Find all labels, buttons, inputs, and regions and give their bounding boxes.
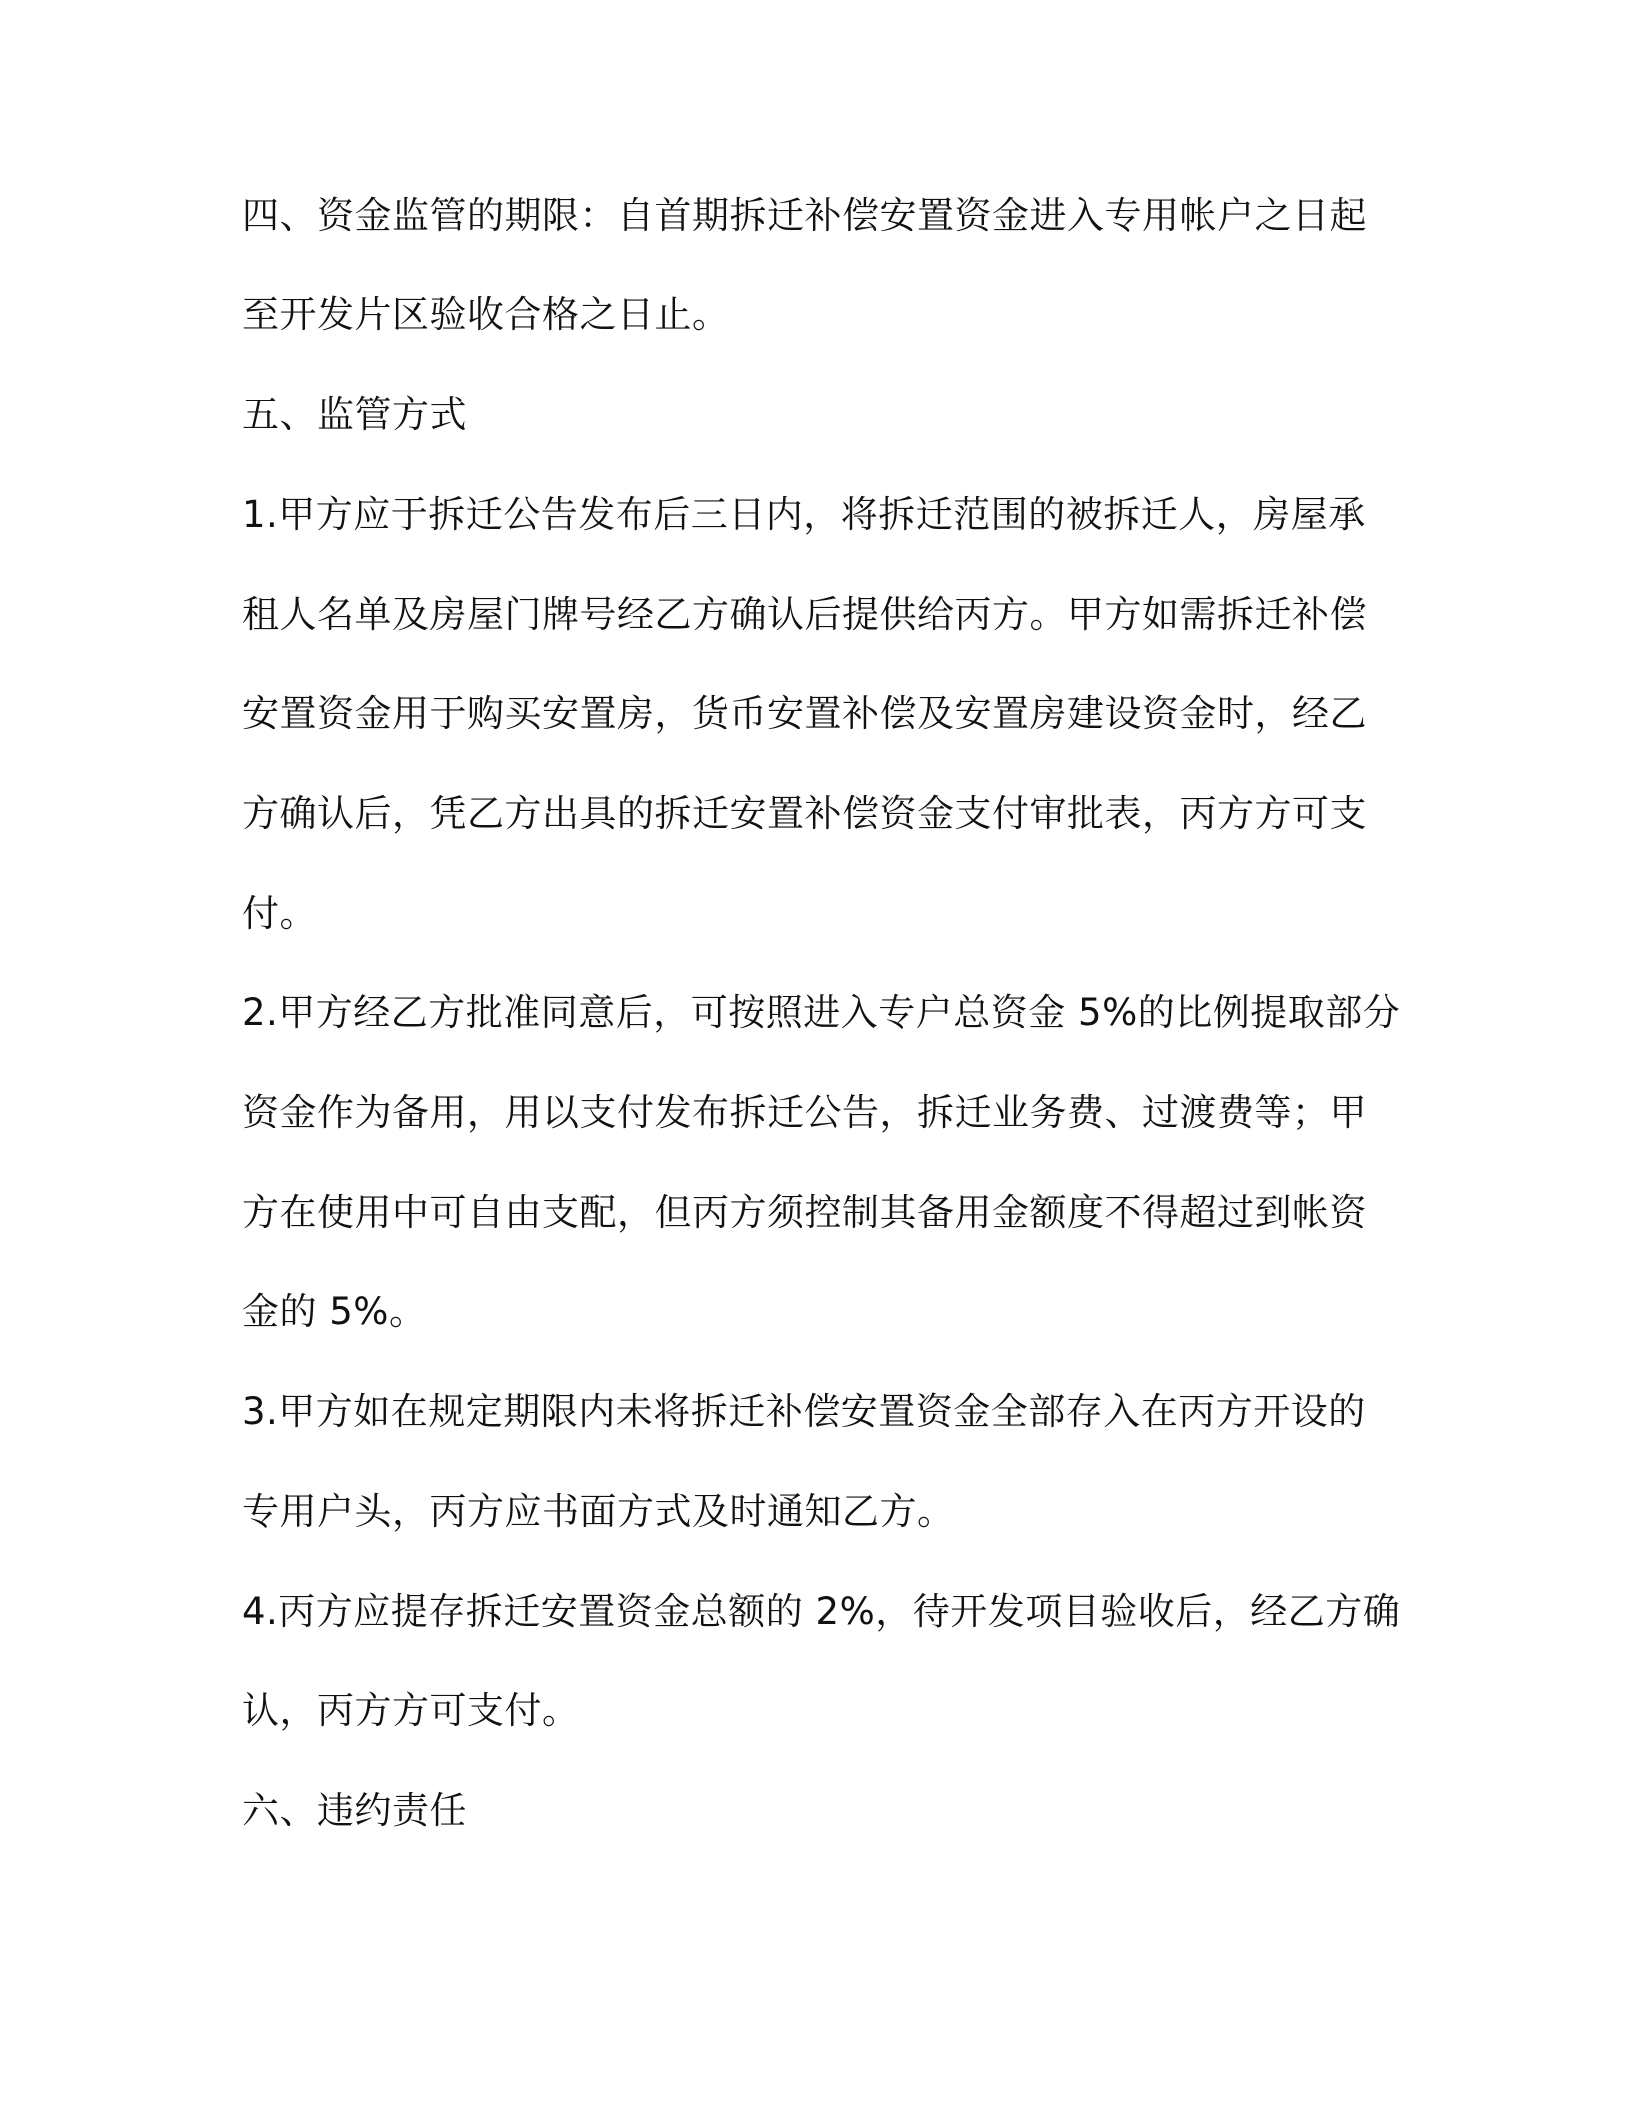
clause-4-line-2: 至开发片区验收合格之日止。 <box>242 293 730 336</box>
section-5-heading: 五、监管方式 <box>242 393 467 436</box>
item-1-line-1: 1.甲方应于拆迁公告发布后三日内，将拆迁范围的被拆迁人，房屋承 <box>242 493 1366 536</box>
item-2-line-3: 方在使用中可自由支配，但丙方须控制其备用金额度不得超过到帐资 <box>242 1191 1367 1234</box>
item-2-line-2: 资金作为备用，用以支付发布拆迁公告，拆迁业务费、过渡费等；甲 <box>242 1091 1367 1134</box>
item-1-line-3: 安置资金用于购买安置房，货币安置补偿及安置房建设资金时，经乙 <box>242 692 1367 735</box>
clause-4-line-1: 四、资金监管的期限：自首期拆迁补偿安置资金进入专用帐户之日起 <box>242 194 1367 237</box>
item-1-line-4: 方确认后，凭乙方出具的拆迁安置补偿资金支付审批表，丙方方可支 <box>242 792 1367 835</box>
item-1-line-2: 租人名单及房屋门牌号经乙方确认后提供给丙方。甲方如需拆迁补偿 <box>242 593 1367 636</box>
item-2-line-4: 金的 5%。 <box>242 1290 427 1333</box>
item-1-line-5: 付。 <box>242 892 317 935</box>
item-3-line-1: 3.甲方如在规定期限内未将拆迁补偿安置资金全部存入在丙方开设的 <box>242 1390 1366 1433</box>
item-4-line-2: 认，丙方方可支付。 <box>242 1689 580 1732</box>
section-6-heading: 六、违约责任 <box>242 1789 467 1832</box>
item-4-line-1: 4.丙方应提存拆迁安置资金总额的 2%，待开发项目验收后，经乙方确 <box>242 1590 1401 1633</box>
item-2-line-1: 2.甲方经乙方批准同意后，可按照进入专户总资金 5%的比例提取部分 <box>242 991 1401 1034</box>
item-3-line-2: 专用户头，丙方应书面方式及时通知乙方。 <box>242 1490 955 1533</box>
